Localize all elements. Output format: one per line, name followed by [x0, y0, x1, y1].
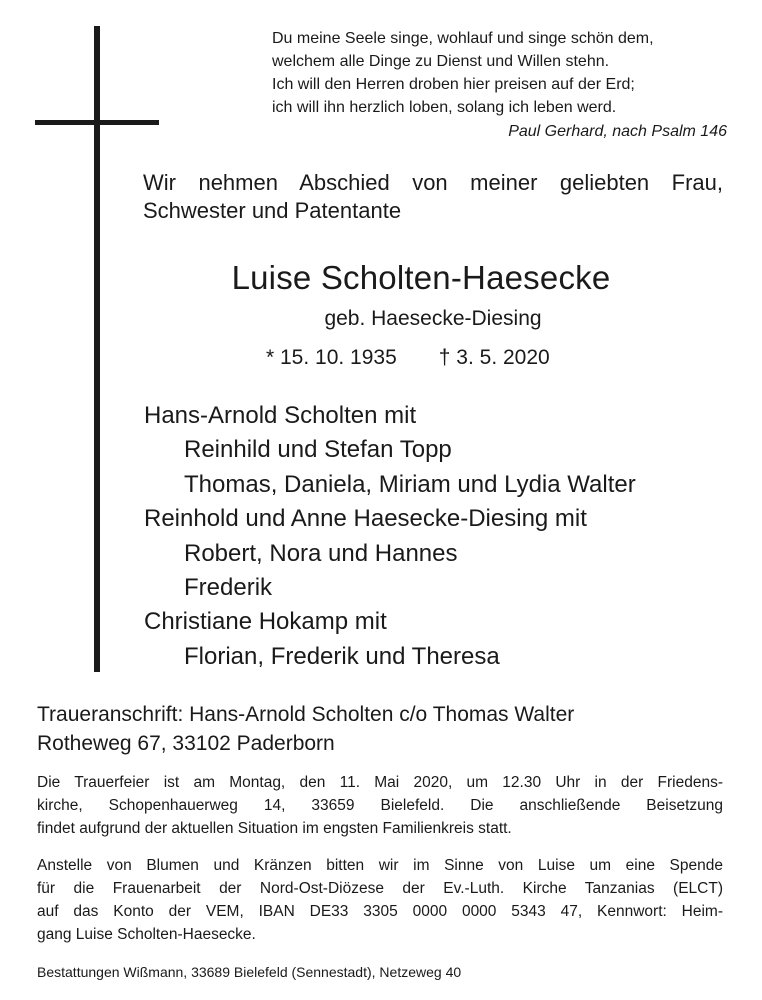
family-list	[144, 399, 636, 674]
cross-icon-bar	[35, 120, 159, 125]
donation-line: gang Luise Scholten-Haesecke.	[37, 926, 256, 943]
birth-name: geb. Haesecke-Diesing	[324, 307, 542, 330]
death-date: † 3. 5. 2020	[438, 346, 550, 369]
family-member: Reinhold und Anne Haesecke-Diesing mit	[144, 505, 587, 533]
birth-date: * 15. 10. 1935	[266, 346, 397, 369]
family-member: Robert, Nora und Hannes	[184, 539, 458, 567]
funeral-line: Die Trauerfeier ist am Montag, den 11. Mai 2020, um 12.30 Uhr in der Friedens-	[37, 774, 723, 791]
address-line: Traueranschrift: Hans-Arnold Scholten c/o Thomas Walter	[37, 703, 575, 726]
deceased-name: Luise Scholten-Haesecke	[231, 259, 611, 296]
donation-line: Anstelle von Blumen und Kränzen bitten wir im Sinne von Luise um eine Spende	[37, 857, 723, 874]
funeral-info	[37, 771, 723, 840]
funeral-line: kirche, Schopenhauerweg 14, 33659 Bielefeld. Die anschließende Beisetzung	[37, 797, 723, 814]
poem-line: Du meine Seele singe, wohlauf und singe schön dem,	[272, 30, 654, 47]
intro-line: Schwester und Patentante	[143, 198, 402, 223]
family-member: Hans-Arnold Scholten mit	[144, 402, 417, 429]
donation-line: für die Frauenarbeit der Nord-Ost-Diözese der Ev.-Luth. Kirche Tanzanias (ELCT)	[37, 880, 723, 897]
mourning-address	[37, 700, 574, 758]
life-dates	[266, 345, 550, 371]
donation-line: auf das Konto der VEM, IBAN DE33 3305 0000 0000 5343 47, Kennwort: Heim-	[37, 903, 723, 920]
poem-author: Paul Gerhard, nach Psalm 146	[508, 123, 727, 140]
poem-quote	[272, 27, 732, 143]
donation-info	[37, 854, 723, 946]
funeral-line: findet aufgrund der aktuellen Situation im engsten Familienkreis statt.	[37, 820, 512, 837]
funeral-home-footer: Bestattungen Wißmann, 33689 Bielefeld (Sennestadt), Netzeweg 40	[37, 964, 462, 980]
poem-line: welchem alle Dinge zu Dienst und Willen stehn.	[272, 53, 610, 70]
family-member: Christiane Hokamp mit	[144, 608, 387, 636]
poem-line: ich will ihn herzlich loben, solang ich leben werd.	[272, 99, 617, 116]
address-line: Rotheweg 67, 33102 Paderborn	[37, 732, 335, 755]
family-member: Frederik	[184, 574, 273, 602]
poem-line: Ich will den Herren droben hier preisen auf der Erd;	[272, 76, 635, 93]
family-member: Thomas, Daniela, Miriam und Lydia Walter	[184, 470, 636, 498]
family-member: Florian, Frederik und Theresa	[184, 642, 500, 670]
intro-line: Wir nehmen Abschied von meiner geliebten Frau,	[143, 170, 723, 195]
family-member: Reinhild und Stefan Topp	[184, 436, 452, 464]
intro-text	[143, 169, 723, 225]
